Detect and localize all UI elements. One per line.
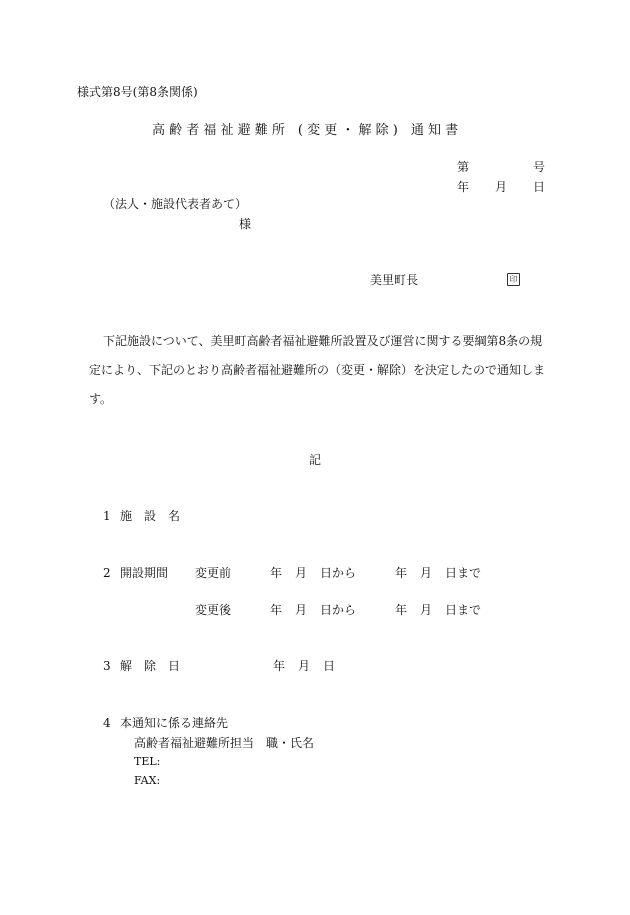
period-before-from-month: 月	[295, 566, 308, 580]
period-before-from-year: 年	[270, 566, 283, 580]
release-month: 月	[298, 659, 311, 673]
item-2-label: 開設期間	[120, 566, 169, 580]
date-month: 月	[495, 180, 508, 194]
item-3-number: 3	[103, 659, 111, 673]
period-after-to-day: 日まで	[445, 603, 482, 617]
item-1-label: 施 設 名	[120, 509, 181, 523]
period-before-to-month: 月	[420, 566, 433, 580]
ki-heading: 記	[309, 453, 322, 467]
doc-number-go: 号	[533, 160, 546, 174]
form-label: 様式第8号(第8条関係)	[77, 85, 198, 99]
period-before-from-day: 日から	[320, 566, 357, 580]
item-3-label: 解 除 日	[120, 659, 181, 673]
release-year: 年	[273, 659, 286, 673]
period-after-from-day: 日から	[320, 603, 357, 617]
body-line-2: 定により、下記のとおり高齢者福祉避難所の（変更・解除）を決定したので通知しま	[89, 363, 546, 377]
item-2-number: 2	[103, 566, 111, 580]
addressee-sama: 様	[239, 217, 252, 231]
body-line-1: 下記施設について、美里町高齢者福祉避難所設置及び運営に関する要綱第8条の規	[103, 334, 543, 348]
seal-icon: 印	[507, 273, 520, 286]
document-title: 高 齢 者 福 祉 避 難 所 ( 変 更 ・ 解 除 ) 通 知 書	[152, 123, 459, 138]
period-after-to-month: 月	[420, 603, 433, 617]
period-after-from-year: 年	[270, 603, 283, 617]
item-1-number: 1	[103, 509, 111, 523]
contact-fax: FAX:	[134, 774, 161, 787]
contact-person: 高齢者福祉避難所担当 職・氏名	[134, 736, 315, 750]
item-4-number: 4	[103, 716, 111, 730]
period-before-to-day: 日まで	[445, 566, 482, 580]
release-day: 日	[323, 659, 336, 673]
issuer-name: 美里町長	[370, 273, 419, 287]
period-after-label: 変更後	[195, 603, 232, 617]
period-after-to-year: 年	[395, 603, 408, 617]
body-line-3: す。	[89, 392, 113, 406]
date-day: 日	[533, 180, 546, 194]
period-before-to-year: 年	[395, 566, 408, 580]
period-after-from-month: 月	[295, 603, 308, 617]
item-4-label: 本通知に係る連絡先	[120, 716, 229, 730]
date-year: 年	[457, 180, 470, 194]
period-before-label: 変更前	[195, 566, 232, 580]
addressee-note: （法人・施設代表者あて）	[103, 197, 248, 211]
doc-number-dai: 第	[457, 160, 470, 174]
contact-tel: TEL:	[134, 755, 161, 768]
